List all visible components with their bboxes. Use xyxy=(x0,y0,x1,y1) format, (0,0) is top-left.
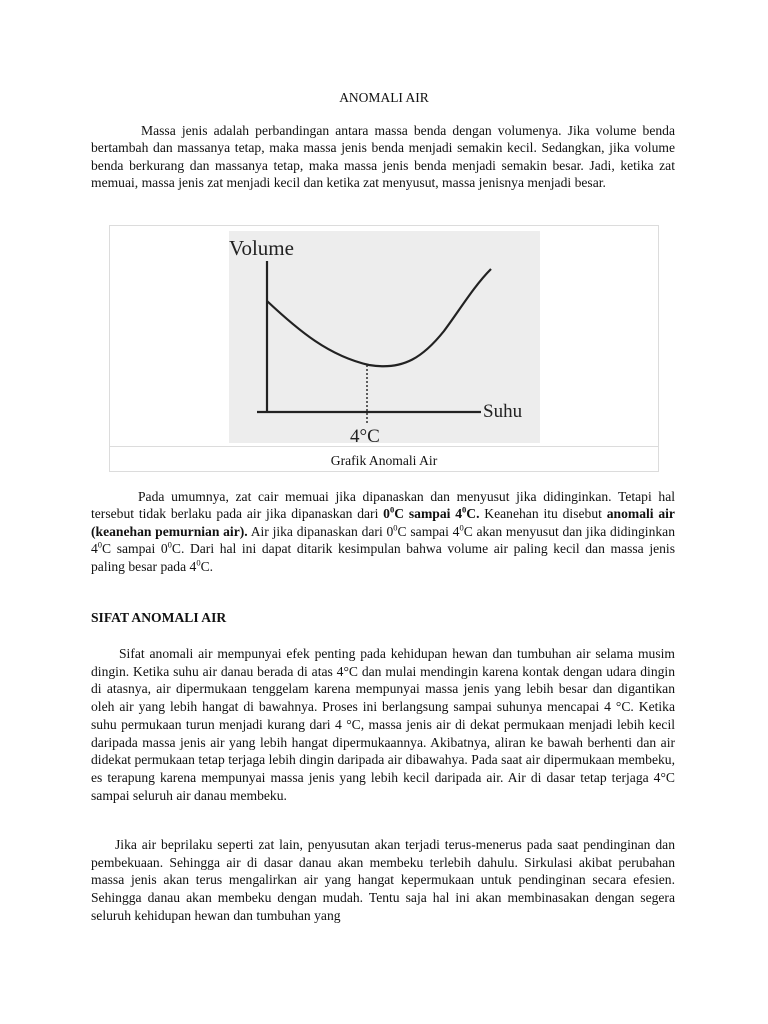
anomaly-graph xyxy=(229,231,540,443)
figure-table xyxy=(109,225,659,472)
section-heading: SIFAT ANOMALI AIR xyxy=(91,610,227,625)
graph-x-label: Suhu xyxy=(483,401,523,422)
figure-caption: Grafik Anomali Air xyxy=(330,453,438,468)
explanation-paragraph: Pada umumnya, zat cair memuai jika dipanaskan dan menyusut jika didinginkan. Tetapi hal tersebut tidak berlaku pada air jika dipanaskan dari $0^0C$ sampai $4^0C$. Keanehan itu disebut anomali air (keanehan pemurnian air). Air jika dipanaskan dari $0^0C$ sampai $4^0C$ akan menyusut dan jika didinginkan $4^0C$ sampai $0^0C$. Dari hal ini dapat ditarik kesimpulan bahwa volume air paling kecil dan massa jenis paling besar pada $4^0C$. xyxy=(91,489,675,574)
graph-volume-curve xyxy=(267,269,491,366)
intro-paragraph: Massa jenis adalah perbandingan antara massa benda dengan volumenya. Jika volume benda bertambah dan massanya tetap, maka massa jenis benda menjadi semakin kecil. Sedangkan, jika volume benda berkurang dan massanya tetap, maka massa jenis benda menjadi semakin besar. Jadi, ketika zat memuai, massa jenis zat menjadi kecil dan ketika zat menyusut, massa jenisnya menjadi besar. xyxy=(91,123,675,191)
figure-divider xyxy=(110,446,658,447)
closing-paragraph: Jika air beprilaku seperti zat lain, penyusutan akan terjadi terus-menerus pada saat pendinginan dan pembekuaan. Sehingga air di dasar danau akan membeku terlebih dahulu. Sirkulasi akibat perubahan massa jenis akan terus mengalirkan air yang hangat kepermukaan untuk pendinginan secara efesien. Sehingga danau akan membeku dengan mudah. Tentu saja hal ini akan membinasakan dengan segera seluruh kehidupan hewan dan tumbuhan yang xyxy=(91,837,675,923)
bold-keanehan: (keanehan pemurnian air). xyxy=(91,523,248,539)
graph-min-label: 4°C xyxy=(350,426,380,443)
bold-anomali-air: anomali air xyxy=(606,506,675,522)
page-title: ANOMALI AIR xyxy=(339,90,429,105)
sifat-paragraph: Sifat anomali air mempunyai efek penting pada kehidupan hewan dan tumbuhan air selama musim dingin. Ketika suhu air danau berada di atas 4°C dan mulai mendingin karena kontak dengan udara dingin di atasnya, air dipermukaan tenggelam karena mempunyai massa jenis yang lebih besar dan digantikan oleh air yang lebih hangat di bawahnya. Proses ini berlangsung sampai suhunya mencapai 4 °C. Ketika suhu permukaan turun menjadi kurang dari 4 °C, massa jenis air di dekat permukaan menjadi lebih kecil daripada massa jenis air yang lebih hangat dipermukaannya. Akibatnya, aliran ke bawah berhenti dan air didekat permukaan tetap terjaga lebih dingin daripada air dibawahya. Pada saat air dipermukaan membeku, es terapung karena mempunyai massa jenis yang lebih kecil daripada air. Air di dasar tetap terjaga 4°C sampai seluruh air danau membeku. xyxy=(91,646,675,803)
graph-y-label: Volume xyxy=(229,236,294,260)
bold-temp-range: $0^0C$ sampai $4^0C$. xyxy=(383,504,480,522)
